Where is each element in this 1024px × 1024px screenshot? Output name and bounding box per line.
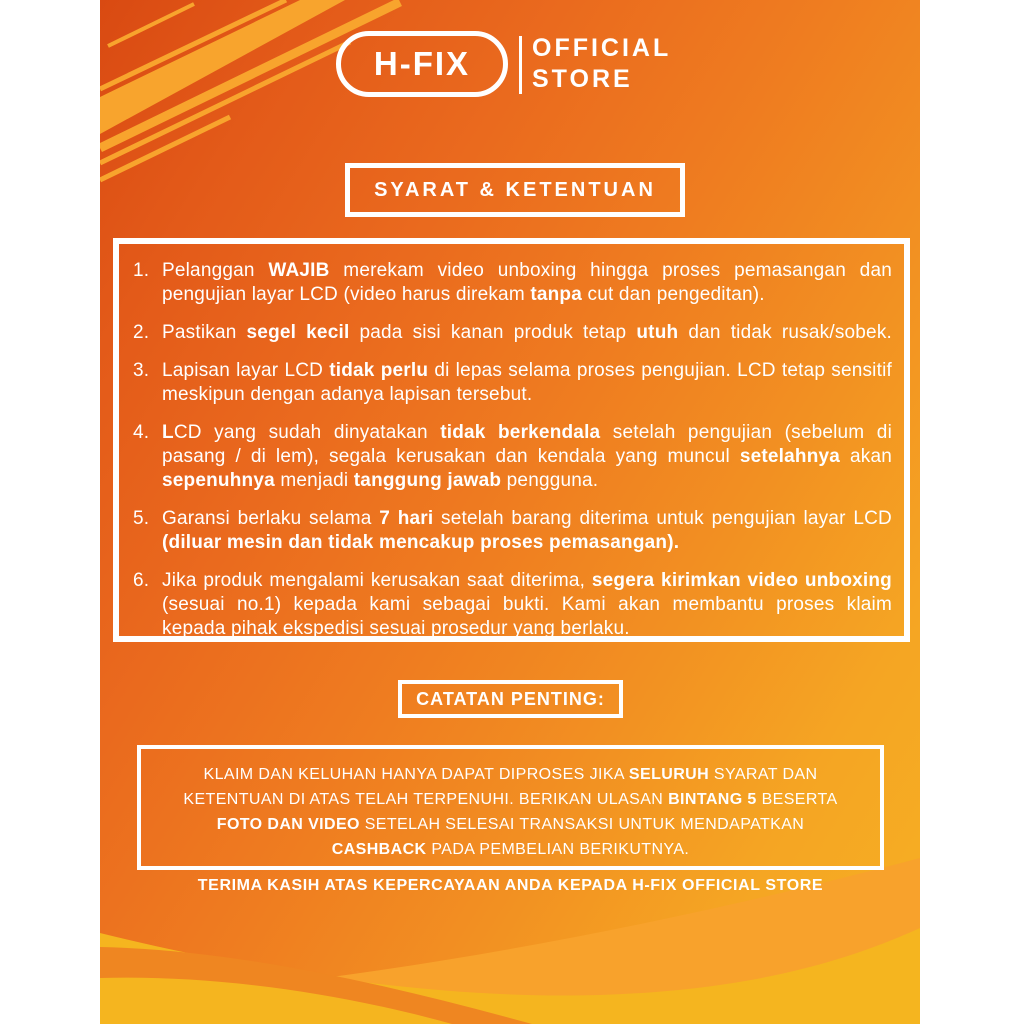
term-text: LCD yang sudah dinyatakan tidak berkendala setelah pengujian (sebelum di pasang / di lem), segala kerusakan dan kendala yang muncul setelahnya akan sepenuhnya menjadi tanggung jawab pengguna.: [162, 422, 892, 491]
term-item-3: [131, 359, 892, 407]
terms-title-box: [345, 163, 685, 217]
closing-thanks-text: TERIMA KASIH ATAS KEPERCAYAAN ANDA KEPADA H-FIX OFFICIAL STORE: [197, 877, 824, 894]
term-number: 3.: [133, 360, 150, 381]
store-name-line1: OFFICIAL: [532, 34, 672, 62]
term-text: Pelanggan WAJIB merekam video unboxing hingga proses pemasangan dan pengujian layar LCD (video harus direkam tanpa cut dan pengeditan).: [162, 260, 892, 305]
terms-title: SYARAT & KETENTUAN: [374, 178, 656, 201]
store-name-line2: STORE: [532, 65, 633, 93]
term-number: 1.: [133, 260, 150, 281]
term-text: Garansi berlaku selama 7 hari setelah barang diterima untuk pengujian layar LCD (diluar mesin dan tidak mencakup proses pemasangan).: [162, 508, 892, 553]
important-note-title-box: [398, 680, 623, 718]
term-item-4: [131, 421, 892, 493]
term-number: 2.: [133, 322, 150, 343]
term-item-1: [131, 259, 892, 307]
brand-logo-text: H-FIX: [373, 45, 471, 82]
logo-divider: [519, 36, 522, 94]
term-item-5: [131, 507, 892, 555]
store-name: [532, 33, 671, 95]
terms-list: [131, 259, 892, 641]
important-note-text: KLAIM DAN KELUHAN HANYA DAPAT DIPROSES JIKA SELURUH SYARAT DAN KETENTUAN DI ATAS TELAH TERPENUHI. BERIKAN ULASAN BINTANG 5 BESERTA FOTO DAN VIDEO SETELAH SELESAI TRANSAKSI UNTUK MENDAPATKAN CASHBACK PADA PEMBELIAN BERIKUTNYA.: [183, 766, 838, 858]
term-item-2: [131, 321, 892, 345]
term-text: Jika produk mengalami kerusakan saat diterima, segera kirimkan video unboxing (sesuai no.1) kepada kami sebagai bukti. Kami akan membantu proses klaim kepada pihak ekspedisi sesuai prosedur yang berlaku.: [162, 570, 892, 639]
important-note-box: [137, 745, 884, 894]
term-number: 5.: [133, 508, 150, 529]
term-item-6: [131, 569, 892, 641]
brand-logo: [336, 31, 508, 97]
term-number: 4.: [133, 422, 150, 443]
term-text: Pastikan segel kecil pada sisi kanan produk tetap utuh dan tidak rusak/sobek.: [162, 322, 893, 343]
important-note-title: CATATAN PENTING:: [416, 688, 605, 709]
terms-box: [113, 238, 910, 642]
poster: [100, 0, 920, 1024]
term-text: Lapisan layar LCD tidak perlu di lepas selama proses pengujian. LCD tetap sensitif meskipun dengan adanya lapisan tersebut.: [162, 360, 892, 405]
term-number: 6.: [133, 570, 150, 591]
